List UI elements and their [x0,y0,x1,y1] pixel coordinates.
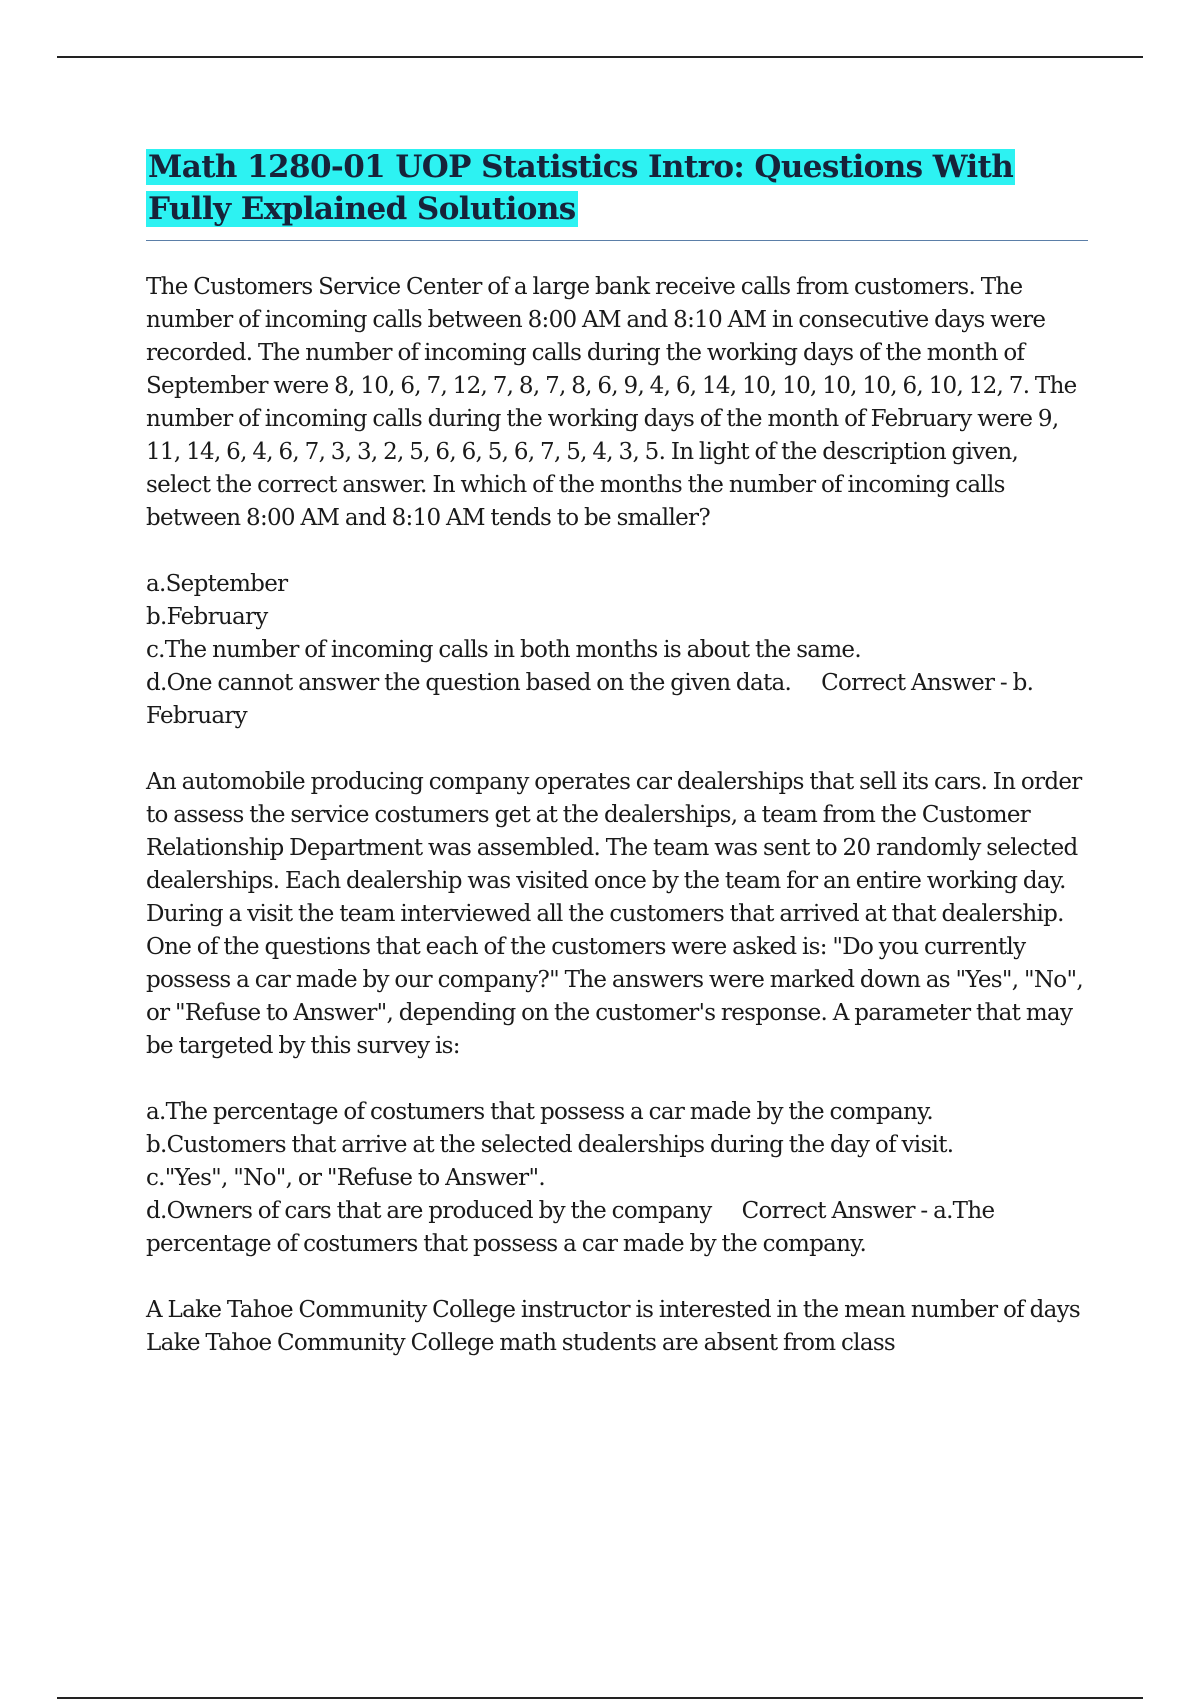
question-1-text: The Customers Service Center of a large bank receive calls from customers. The number of incoming calls between 8:00 AM and 8:10 AM in consecutive days were recorded. The number of incoming calls during the working days of the month of September were 8, 10, 6, 7, 12, 7, 8, 7, 8, 6, 9, 4, 6, 14, 10, 10, 10, 10, 6, 10, 12, 7. The number of incoming calls during the working days of the month of February were 9, 11, 14, 6, 4, 6, 7, 3, 3, 2, 5, 6, 6, 5, 6, 7, 5, 4, 3, 5. In light of the description given, select the correct answer. In which of the months the number of incoming calls between 8:00 AM and 8:10 AM tends to be smaller? [146,274,1077,531]
question-2-text: An automobile producing company operates car dealerships that sell its cars. In order to assess the service costumers get at the dealerships, a team from the Customer Relationship Department was assembled. The team was sent to 20 randomly selected dealerships. Each dealership was visited once by the team for an entire working day. During a visit the team interviewed all the customers that arrived at that dealership. One of the questions that each of the customers were asked is: "Do you currently possess a car made by our company?" The answers were marked down as "Yes", "No", or "Refuse to Answer", depending on the customer's response. A parameter that may be targeted by this survey is: [146,769,1083,1059]
question-2-answer-label: Correct Answer - [741,1198,934,1224]
question-2-option-c: c."Yes", "No", or "Refuse to Answer". [146,1165,545,1191]
page-bottom-rule [57,1697,1143,1699]
question-2-answer: a.The percentage of costumers that possess a car made by the company. [146,1198,995,1257]
question-1-option-b: b.February [146,604,268,630]
document-title: Math 1280-01 UOP Statistics Intro: Questions With Fully Explained Solutions [148,149,1014,227]
question-1-option-d: d.One cannot answer the question based on the given data. [146,670,792,696]
question-2-option-b: b.Customers that arrive at the selected dealerships during the day of visit. [146,1132,954,1158]
page-top-rule [57,56,1143,58]
question-2-option-a: a.The percentage of costumers that possess a car made by the company. [146,1099,933,1125]
document-body [146,146,1086,1393]
question-2-option-d: d.Owners of cars that are produced by the company [146,1198,712,1224]
title-underline [146,240,1088,241]
question-3-text: A Lake Tahoe Community College instructor is interested in the mean number of days Lake Tahoe Community College math students are absent from class [146,1297,1081,1356]
question-1-option-a: a.September [146,571,288,597]
question-1-options [146,568,1086,733]
question-1-option-c: c.The number of incoming calls in both months is about the same. [146,637,861,663]
question-1-answer-label: Correct Answer - [821,670,1013,696]
question-2-options [146,1096,1086,1261]
question-1-answer: b. February [146,670,1034,729]
